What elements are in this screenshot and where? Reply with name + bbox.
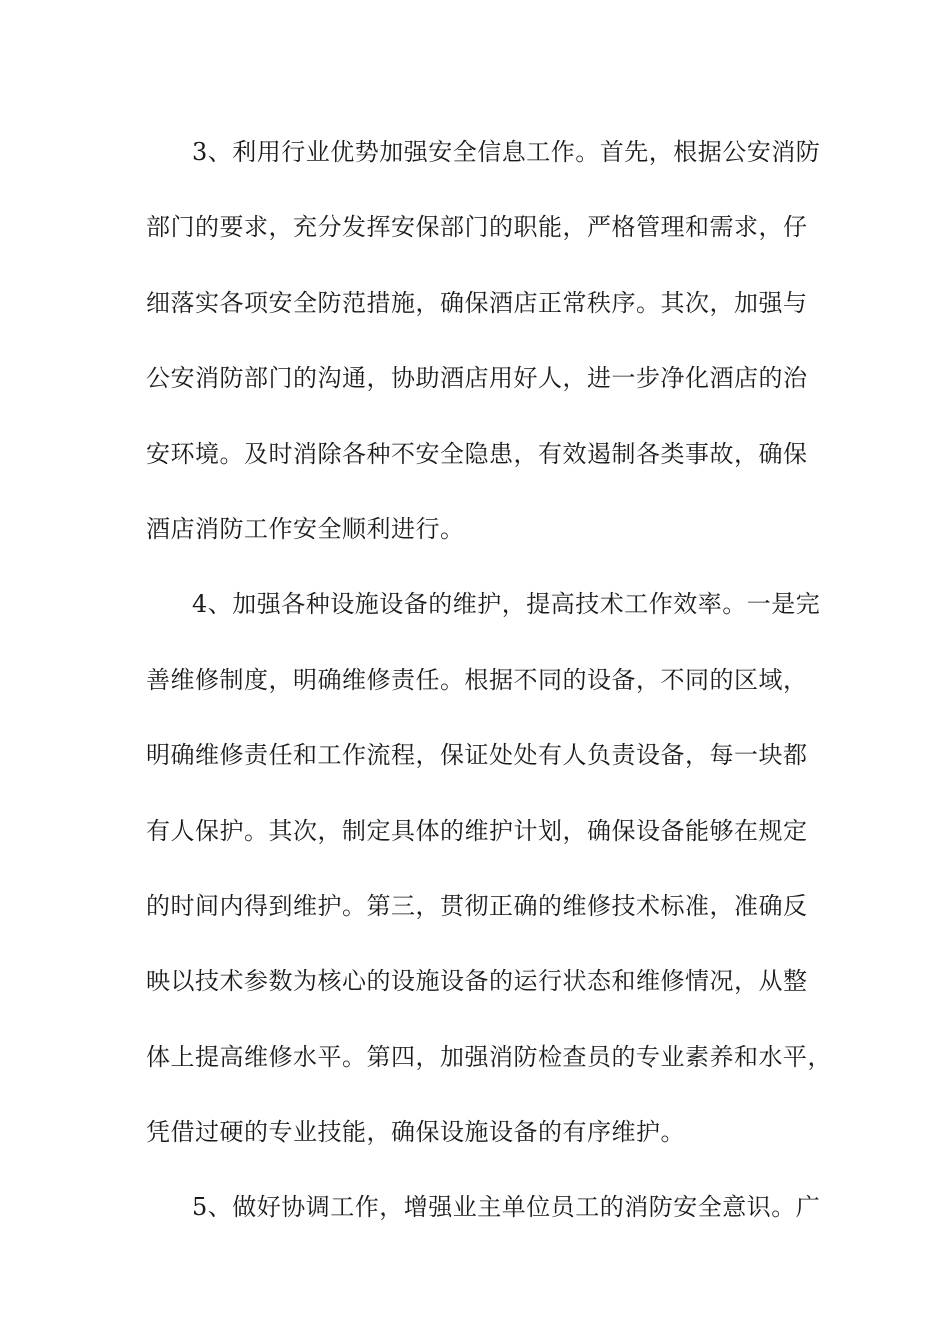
paragraph-3-line-6: 酒店消防工作安全顺利进行。 [146,514,465,543]
paragraph-5-line-1: 5、做好协调工作，增强业主单位员工的消防安全意识。广 [192,1193,821,1222]
paragraph-4-line-1: 4、加强各种设施设备的维护，提高技术工作效率。一是完 [192,590,821,619]
paragraph-4-line-4: 有人保护。其次，制定具体的维护计划，确保设备能够在规定 [146,816,808,845]
paragraph-4-line-5: 的时间内得到维护。第三，贯彻正确的维修技术标准，准确反 [146,891,808,920]
document-body [146,115,832,1246]
paragraph-4-line-7: 体上提高维修水平。第四，加强消防检查员的专业素养和水平， [146,1042,832,1071]
paragraph-3-line-2: 部门的要求，充分发挥安保部门的职能，严格管理和需求，仔 [146,213,808,242]
paragraph-3-line-3: 细落实各项安全防范措施，确保酒店正常秩序。其次，加强与 [146,288,808,317]
paragraph-4-line-6: 映以技术参数为核心的设施设备的运行状态和维修情况，从整 [146,967,808,996]
paragraph-3-line-5: 安环境。及时消除各种不安全隐患，有效遏制各类事故，确保 [146,439,808,468]
paragraph-4-line-2: 善维修制度，明确维修责任。根据不同的设备，不同的区域， [146,665,808,694]
paragraph-4-line-3: 明确维修责任和工作流程，保证处处有人负责设备，每一块都 [146,741,808,770]
paragraph-4-line-8: 凭借过硬的专业技能，确保设施设备的有序维护。 [146,1118,685,1147]
paragraph-3-line-1: 3、利用行业优势加强安全信息工作。首先，根据公安消防 [192,138,821,166]
paragraph-3-line-4: 公安消防部门的沟通，协助酒店用好人，进一步净化酒店的治 [146,364,808,393]
